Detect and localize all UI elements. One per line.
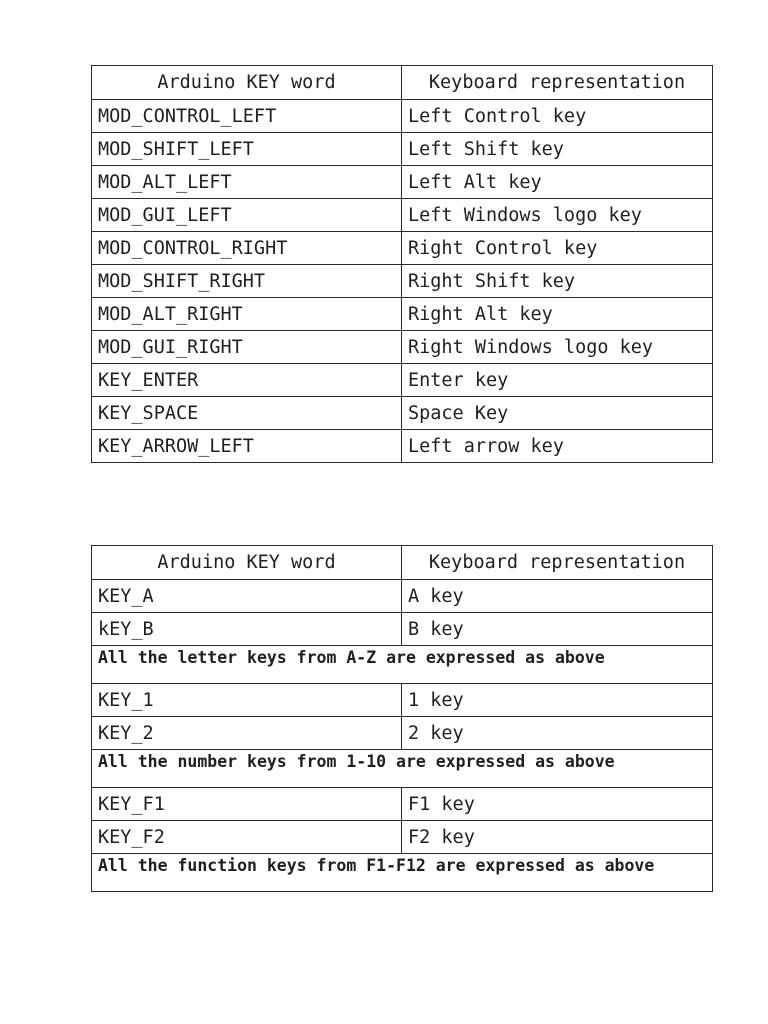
representation-cell: Right Alt key (402, 298, 713, 331)
keyword-cell: KEY_A (92, 580, 402, 613)
representation-cell: F1 key (402, 788, 713, 821)
table-row (92, 166, 713, 199)
table-row (92, 430, 713, 463)
keyword-cell: MOD_GUI_RIGHT (92, 331, 402, 364)
table-header-row (92, 546, 713, 580)
representation-cell: 1 key (402, 684, 713, 717)
representation-cell: Left Windows logo key (402, 199, 713, 232)
note-row (92, 646, 713, 684)
representation-cell: 2 key (402, 717, 713, 750)
keyword-cell: KEY_1 (92, 684, 402, 717)
modifier-keys-table (91, 65, 713, 463)
table-row (92, 397, 713, 430)
representation-cell: F2 key (402, 821, 713, 854)
table-row (92, 821, 713, 854)
representation-cell: Left Alt key (402, 166, 713, 199)
keyword-cell: KEY_SPACE (92, 397, 402, 430)
note-row (92, 854, 713, 892)
keyword-cell: KEY_F2 (92, 821, 402, 854)
table-row (92, 199, 713, 232)
table-row (92, 133, 713, 166)
keyword-cell: kEY_B (92, 613, 402, 646)
table-row (92, 331, 713, 364)
standard-keys-table (91, 545, 713, 892)
keyword-cell: MOD_ALT_LEFT (92, 166, 402, 199)
column-header-representation: Keyboard representation (402, 66, 713, 100)
representation-cell: Left arrow key (402, 430, 713, 463)
table-row (92, 265, 713, 298)
representation-cell: Enter key (402, 364, 713, 397)
keyword-cell: KEY_ARROW_LEFT (92, 430, 402, 463)
representation-cell: Right Shift key (402, 265, 713, 298)
table-row (92, 613, 713, 646)
keyword-cell: MOD_GUI_LEFT (92, 199, 402, 232)
column-header-keyword: Arduino KEY word (92, 546, 402, 580)
keyword-cell: MOD_ALT_RIGHT (92, 298, 402, 331)
keyword-cell: KEY_F1 (92, 788, 402, 821)
representation-cell: Space Key (402, 397, 713, 430)
representation-cell: A key (402, 580, 713, 613)
representation-cell: Right Control key (402, 232, 713, 265)
table-row (92, 364, 713, 397)
keyword-cell: MOD_SHIFT_RIGHT (92, 265, 402, 298)
note-row (92, 750, 713, 788)
table-row (92, 580, 713, 613)
table-row (92, 298, 713, 331)
table-row (92, 232, 713, 265)
keyword-cell: KEY_ENTER (92, 364, 402, 397)
keyword-cell: MOD_SHIFT_LEFT (92, 133, 402, 166)
keyword-cell: KEY_2 (92, 717, 402, 750)
representation-cell: Right Windows logo key (402, 331, 713, 364)
table-row (92, 717, 713, 750)
column-header-representation: Keyboard representation (402, 546, 713, 580)
table-header-row (92, 66, 713, 100)
representation-cell: B key (402, 613, 713, 646)
note-function-keys: All the function keys from F1-F12 are expressed as above (92, 854, 713, 892)
table-row (92, 684, 713, 717)
note-number-keys: All the number keys from 1-10 are expressed as above (92, 750, 713, 788)
note-letter-keys: All the letter keys from A-Z are expressed as above (92, 646, 713, 684)
representation-cell: Left Shift key (402, 133, 713, 166)
representation-cell: Left Control key (402, 100, 713, 133)
keyword-cell: MOD_CONTROL_RIGHT (92, 232, 402, 265)
table-row (92, 788, 713, 821)
column-header-keyword: Arduino KEY word (92, 66, 402, 100)
keyword-cell: MOD_CONTROL_LEFT (92, 100, 402, 133)
table-row (92, 100, 713, 133)
